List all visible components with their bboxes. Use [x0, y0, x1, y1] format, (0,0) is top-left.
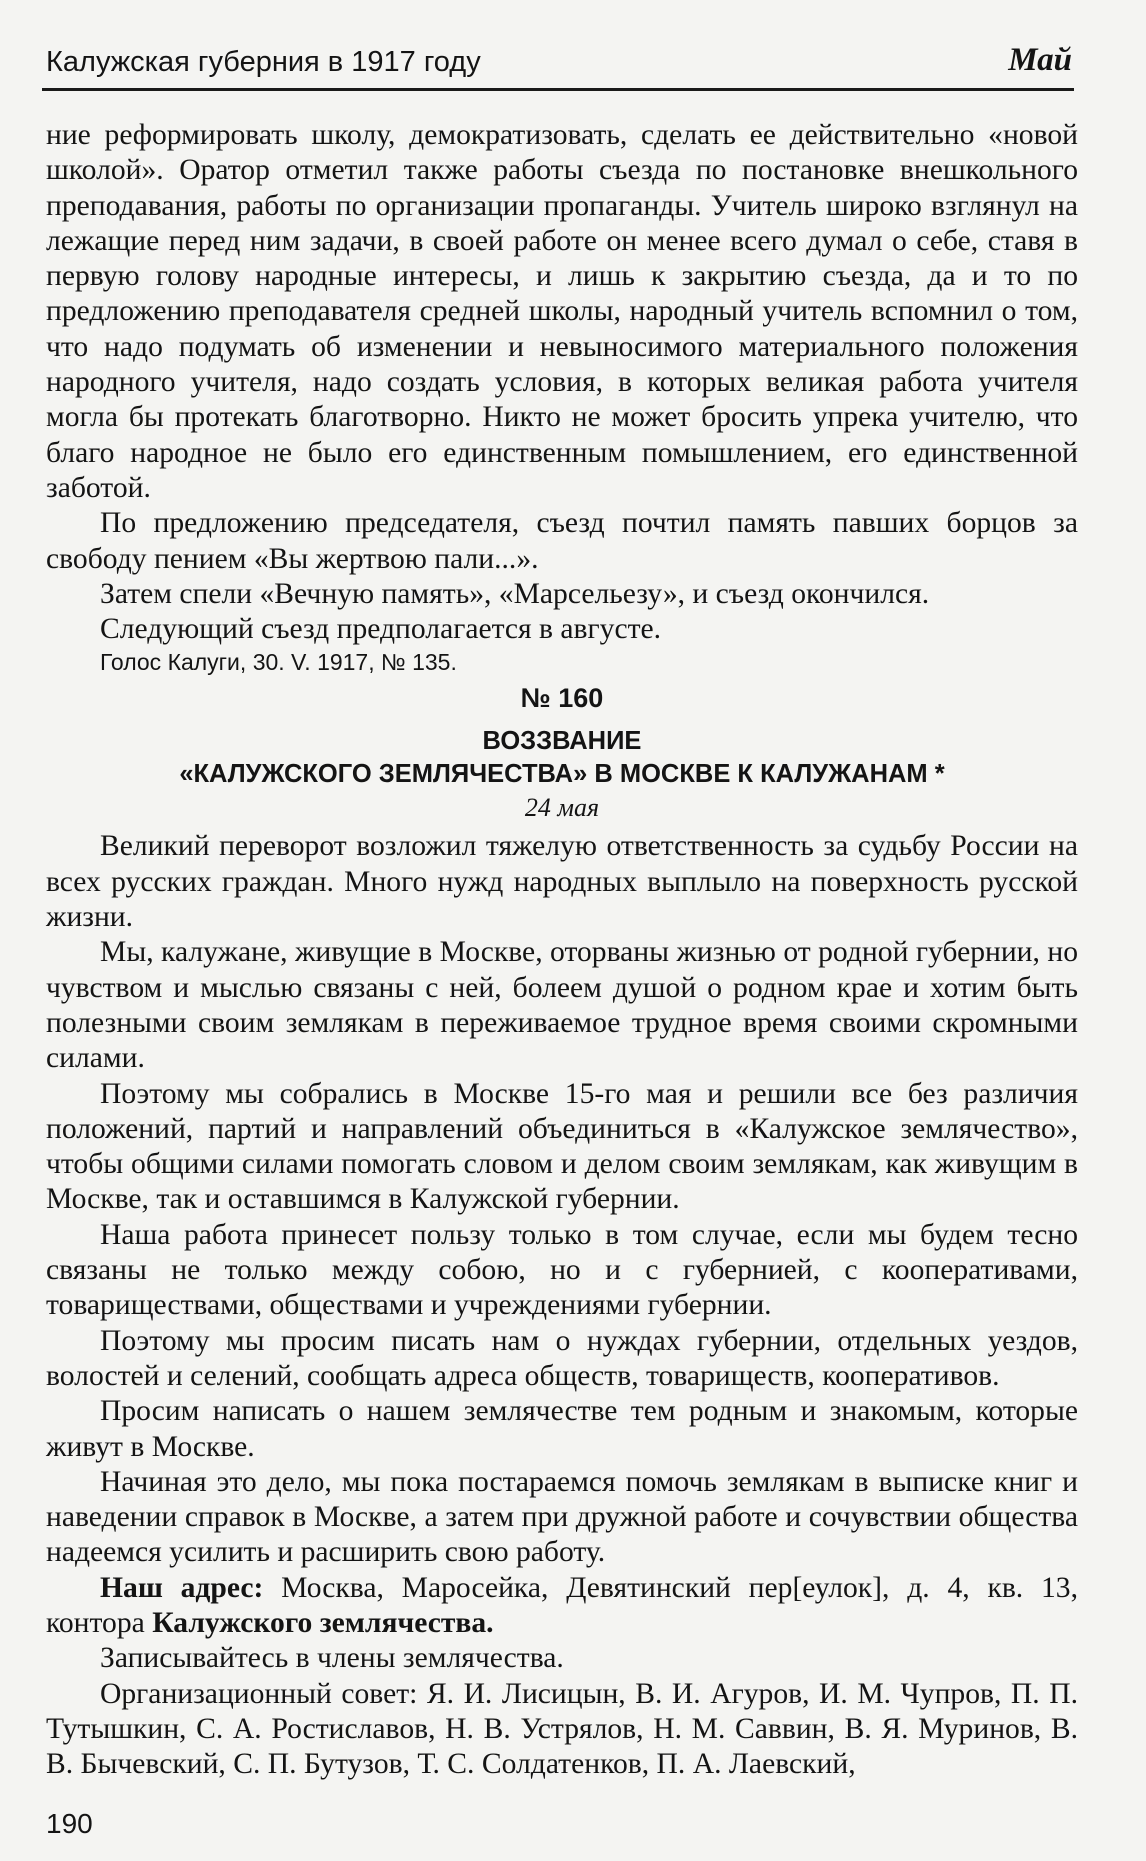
- address-text: Москва, Маросейка, Девятинский пер[еулок], д. 4, кв. 13, контора: [46, 1571, 1078, 1639]
- paragraph: Наша работа принесет пользу только в том случае, если мы будем тесно связаны не только между собою, но и с губернией, с кооперативами, товариществами, обществами и учреждениями губернии.: [46, 1218, 1078, 1322]
- paragraph: Поэтому мы просим писать нам о нуждах губернии, отдельных уездов, волостей и селений, сообщать адреса обществ, товариществ, кооперативов.: [46, 1324, 1078, 1392]
- body-text: [46, 118, 1078, 1782]
- page-number: 190: [46, 1808, 93, 1839]
- document-date: 24 мая: [524, 793, 600, 823]
- council-paragraph: Организационный совет: Я. И. Лисицын, В. И. Агуров, И. М. Чупров, П. П. Тутышкин, С. А. Ростиславов, Н. В. Устрялов, Н. М. Саввин, В. Я. Муринов, В. В. Бычевский, С. П. Бутузов, Т. С. Солдатенков, П. А. Лаевский,: [46, 1677, 1078, 1781]
- paragraph: Следующий съезд предполагается в августе.: [100, 613, 662, 646]
- address-paragraph: [46, 1571, 1078, 1642]
- section-month: Май: [1008, 42, 1072, 78]
- book-title: Калужская губерния в 1917 году: [46, 46, 481, 78]
- paragraph: Мы, калужане, живущие в Москве, оторваны жизнью от родной губернии, но чувством и мыслью связаны с ней, болеем душой о родном крае и хотим быть полезными своим землякам в переживаемое трудное время своими скромными силами.: [46, 936, 1078, 1075]
- paragraph: По предложению председателя, съезд почтил память павших борцов за свободу пением «Вы жертвою пали...».: [46, 507, 1078, 575]
- paragraph: Поэтому мы собрались в Москве 15-го мая и решили все без различия положений, партий и направлений объединиться в «Калужское землячество», чтобы общими силами помогать словом и делом своим землякам, как живущим в Москве, так и оставшимся в Калужской губернии.: [46, 1077, 1078, 1216]
- address-organization: Калужского землячества.: [152, 1606, 494, 1639]
- document-title-line-2: «КАЛУЖСКОГО ЗЕМЛЯЧЕСТВА» В МОСКВЕ К КАЛУЖАНАМ *: [179, 760, 945, 789]
- document-title-line-1: ВОЗЗВАНИЕ: [482, 727, 642, 756]
- document-number: № 160: [520, 683, 604, 714]
- source-citation: Голос Калуги, 30. V. 1917, № 135.: [100, 649, 457, 676]
- running-header: [42, 42, 1074, 91]
- paragraph: Начиная это дело, мы пока постараемся помочь землякам в выписке книг и наведении справок в Москве, а затем при дружной работе и сочувствии общества надеемся усилить и расширить свою работу.: [46, 1465, 1078, 1569]
- join-paragraph: Записывайтесь в члены землячества.: [100, 1642, 564, 1675]
- paragraph: Просим написать о нашем землячестве тем родным и знакомым, которые живут в Москве.: [46, 1395, 1078, 1463]
- paragraph: Великий переворот возложил тяжелую ответственность за судьбу России на всех русских граждан. Много нужд народных выплыло на поверхность русской жизни.: [46, 830, 1078, 934]
- paragraph: Затем спели «Вечную память», «Марсельезу», и съезд окончился.: [100, 577, 930, 610]
- continued-paragraph: ние реформировать школу, демократизовать, сделать ее действительно «новой школой». Оратор отметил также работы съезда по постановке внешкольного преподавания, работы по организации пропаганды. Учитель широко взглянул на лежащие перед ним задачи, в своей работе он менее всего думал о себе, ставя в первую голову народные интересы, и лишь к закрытию съезда, да и то по предложению преподавателя средней школы, народный учитель вспомнил о том, что надо подумать об изменении и невыносимого материального положения народного учителя, надо создать условия, в которых великая работа учителя могла бы протекать благотворно. Никто не может бросить упрека учителю, что благо народное не было его единственным помышлением, его единственной заботой.: [46, 119, 1078, 504]
- address-label: Наш адрес:: [100, 1571, 264, 1604]
